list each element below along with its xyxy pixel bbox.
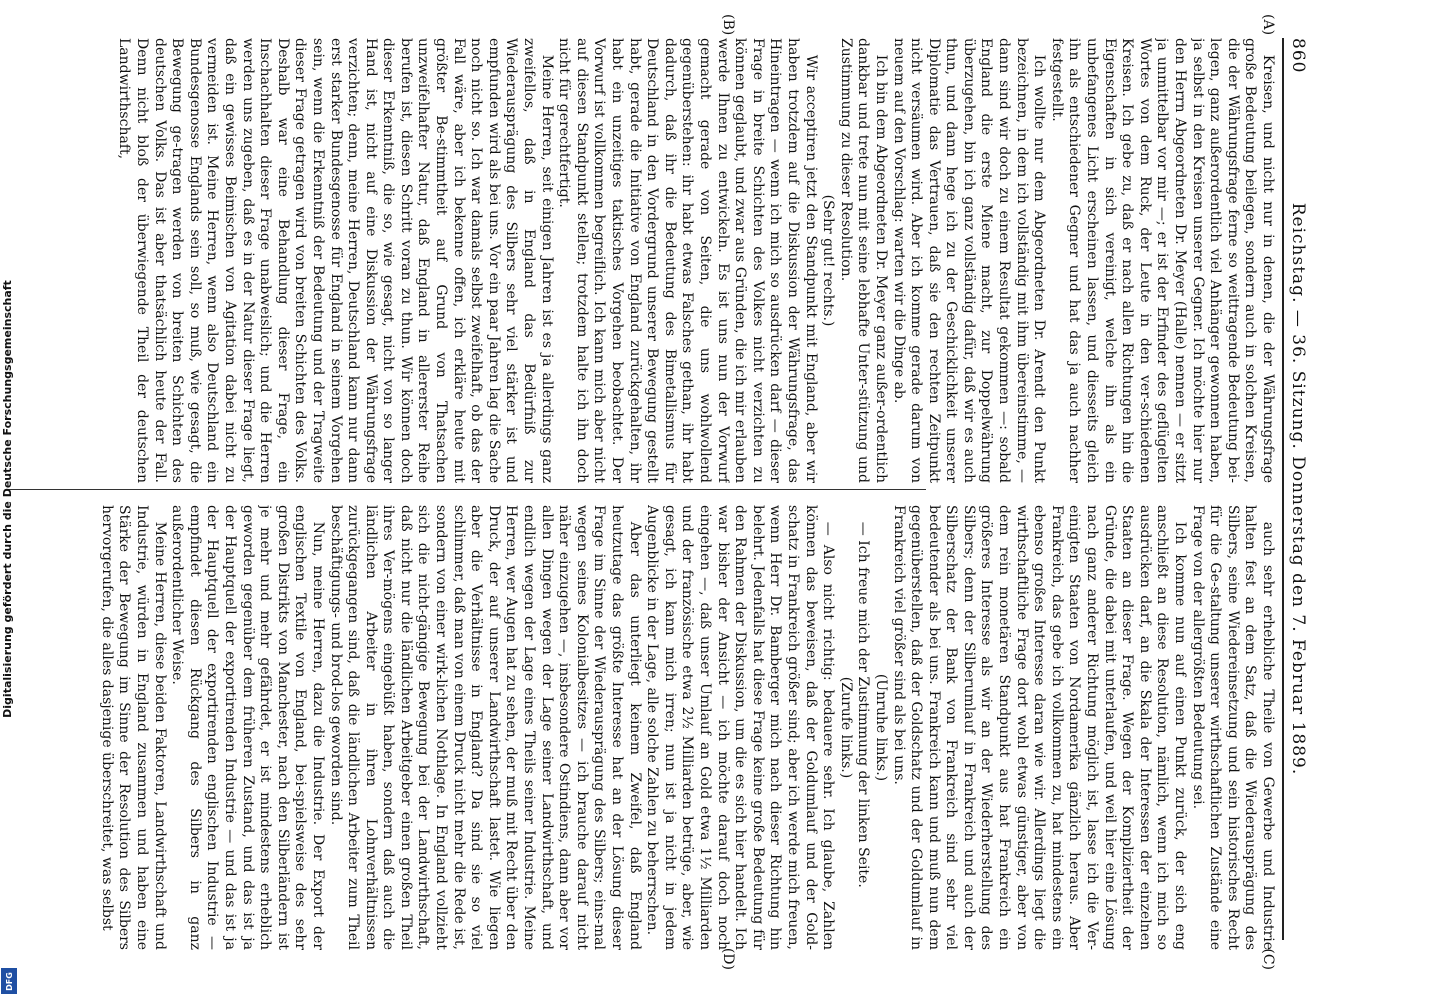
paragraph: Meine Herren, diese beiden Faktoren, Landwirthschaft und Industrie, würden in England zusammen und haben eine Stärke der Bewegung im Sinne der Resolution des Silbers hervorgerufen, die alles dasjenige überschreitet, was selbst (98, 505, 168, 950)
right-column (6, 505, 1276, 950)
paragraph: — Also nicht richtig: bedauere sehr. Ich glaube, Zahlen können das beweisen, daß der Goldumlauf und der Gold-schatz in Frankreich größer sind; aber ich werde mich freuen, wenn Herr Dr. Bamberger mich nach dieser Richtung hin belehrt. Jedenfalls hat diese Frage keine große Bedeutung für den Rahmen der Diskussion, um die es sich hier handelt. Ich war bisher der Ansicht — ich möchte darauf doch noch eingehen —, daß unser Umlauf an Gold etwa 1½ Milliarden und der französische etwa 2½ Milliarden betrüge, aber, wie gesagt, ich kann mich irren; nun ist ja nicht in jedem Augenblicke in der Lage, alle solche Zahlen zu beherrschen. (644, 505, 837, 950)
digitization-note: Digitalisierung gefördert durch die Deutsche Forschungsgemeinschaft (1, 280, 14, 718)
paragraph: Meine Herren, seit einigen Jahren ist es ja allerdings ganz zweifellos, daß in England das Bedürfniß zur Wiederausprägung des Silbers sehr viel stärker ist und empfunden wird als bei uns. Vor ein paar Jahren lag die Sache noch nicht so. Ich war damals selbst zweifelhaft, ob das der Fall wäre, aber ich bekenne offen, ich erkläre heute mit größter Be-stimmtheit auf Grund von Thatsachen unzweifelhafter Natur, daß England in allererster Reihe berufen ist, diesen Schritt voran zu thun. Wir können doch dieser Erkenntniß, die so, wie gesagt, nicht von so langer Hand ist, nicht auf eine Diskussion der Währungsfrage verzichten; denn, meine Herren, Deutschland kann nur dann erst starker Bundesgenosse für England in seinem Vorgehen sein, wenn die Erkenntniß der Bedeutung und der Tragweite dieser Frage getragen wird von breiten Schichten des Volks. Deshalb war eine Behandlung dieser Frage, ein Inschachhalten dieser Frage unabweislich; und die Herren werden uns zugeben, daß es in der Natur dieser Frage liegt, daß ein gewisses Beimischen von Agitation dabei nicht zu vermeiden ist. Meine Herren, wenn also Deutschland ein Bundesgenosse Englands sein soll, so muß, wie gesagt, die Bewegung ge-tragen werden von breiten Schichten des deutschen Volks. Das ist aber thatsächlich heute der Fall. Denn nicht bloß der überwiegende Theil der deutschen Landwirthschaft, (116, 38, 555, 483)
paragraph: auch sehr erhebliche Theile von Gewerbe und Industrie halten fest an dem Satz, daß die Wiederausprägung des Silbers, seine Wiedereinsetzung und sein historisches Recht für die Ge-staltung unserer wirthschaftlichen Zustände eine Frage von der allergrößten Bedeutung sei. (1189, 505, 1276, 950)
paragraph: Nun, meine Herren, dazu die Industrie. Der Export der englischen Textile von England, bei-spielsweise des sehr großen Distrikts von Manchester, nach den Silberländern ist je mehr und mehr gefährdet, er ist mindestens erheblich geworden gegenüber dem früheren Zustand, und das ist ja der Hauptquell der exportirenden Industrie — und das ist ja der Hauptquell der exportirenden englischen Industrie — empfindet diesen Rückgang des Silbers in ganz außerordentlicher Weise. (169, 505, 326, 950)
stage-direction: (Zurufe links.) (837, 676, 854, 779)
margin-marker-a: (A) (1260, 14, 1276, 36)
stage-direction: (Unruhe links.) (872, 673, 889, 782)
paragraph: Wir acceptiren jetzt den Standpunkt mit England, aber wir haben trotzdem auf die Diskussion der Währungsfrage, das Hineintragen — wenn ich mich so ausdrücken darf — dieser Frage in breite Schichten des Volkes nicht verzichten zu können geglaubt, und zwar aus Gründen, die ich mir erlauben werde Ihnen zu entwickeln. Es ist uns nun der Vorwurf gemacht gerade von Seiten, die uns wohlwollend gegenüberstehen: ihr habt etwas Falsches gethan, ihr habt dadurch, daß ihr die Bedeutung des Bimetallismus für Deutschland in den Vordergrund unserer Bewegung gestellt habt, gerade die Initiative von England zurückgehalten, ihr habt ein unzeitiges taktisches Vorgehen beobachtet. Der Vorwurf ist vollkommen begreiflich. Ich kann mich aber nicht auf diesen Standpunkt stellen; trotzdem halte ich ihn doch nicht für gerechtfertigt. (556, 38, 819, 483)
digitization-footer (0, 0, 18, 1000)
header-rule (1282, 38, 1284, 940)
paragraph: Aber das unterliegt keinem Zweifel, daß England heutzutage das größte Interesse hat an der Lösung dieser Frage im Sinne der Wiederausprägung des Silbers; eins-mal wegen seines Kolonialbesitzes — ich brauche darauf nicht näher einzugehen —, insbesondere Ostindiens, dann aber vor allen Dingen wegen der Lage seiner Landwirthschaft, und endlich wegen der Lage eines Theils seiner Industrie. Meine Herren, wer Augen hat zu sehen, der muß mit Recht über den Druck, der auf unserer Landwirthschaft lastet. Wie liegen aber die Verhältnisse in England? Da sind sie so viel schlimmer, daß man von einem Druck nicht mehr die Rede ist, sondern von einer wirk-lichen Nothlage. In England vollzieht sich die nicht-gängige Bewegung bei der Landwirthschaft, daß nicht nur die ländlichen Arbeitgeber einen großen Theil ihres Ver-mögens eingebüßt haben, sondern daß auch die ländlichen Arbeiter in ihren Lohnverhältnissen zurückgegangen sind, daß die ländlichen Arbeiter zum Theil beschäftigungs- und brod-los geworden sind. (327, 505, 643, 950)
margin-marker-b: (B) (720, 14, 736, 36)
running-title: Reichstag. — 36. Sitzung. Donnerstag den 7. Februar 1889. (1288, 202, 1308, 776)
margin-marker-d: (D) (720, 947, 736, 970)
paragraph: Ich komme nun auf einen Punkt zurück, der sich eng anschließt an diese Resolution, nämlich, wenn ich mich so ausdrücken darf, an die Skala der Interessen der einzelnen Staaten an dieser Frage. Wegen der Kompliziertheit der Gründe, die dabei mit unterlaufen, und weil hier eine Lösung nach ganz anderer Richtung möglich ist, lasse ich die Ver-einigten Staaten von Nordamerika gänzlich heraus. Aber Frankreich, das gebe ich vollkommen zu, hat mindestens ein ebenso großes Interesse daran wie wir. Allerdings liegt die wirthschaftliche Frage dort wohl etwas günstiger, aber von dem rein monetären Standpunkt aus hat Frankreich ein größeres Interesse als wir an der Wiederherstellung des Silbers; denn der Silberumlauf in Frankreich und auch der Silberschatz der Bank von Frankreich sind sehr viel bedeutender als bei uns. Frankreich kann und muß nun dem gegenüberstellen, daß der Goldschatz und der Goldumlauf in Frankreich viel größer sind als bei uns. (890, 505, 1189, 950)
column-divider (6, 489, 926, 490)
paragraph: Ich bin dem Abgeordneten Dr. Meyer ganz außer-ordentlich dankbar und trete nun mit seine lebhafte Unter-stützung und Zustimmung zu dieser Resolution. (837, 38, 889, 483)
left-column (6, 38, 1276, 483)
page-number: 860 (1288, 38, 1308, 74)
dfg-logo (1, 968, 17, 994)
margin-marker-c: (C) (1260, 948, 1276, 970)
paragraph: Kreisen, und nicht nur in denen, die der Währungsfrage große Bedeutung beilegen, sondern auch in solchen Kreisen, die der Währungsfrage ferne so weittragende Bedeutung bei-legen, ganz außerordentlich viel Anhänger gewonnen haben, ja selbst in den Kreisen unserer Gegner. Ich möchte hier nur den Herrn Abgeordneten Dr. Meyer (Halle) nennen — er sitzt ja unmittelbar vor mir —; er ist der Erfinder des geflügelten Wortes von dem Ruck, der Leute in den ver-schiedenen Kreisen. Ich gebe zu, daß er nach allen Richtungen hin die Eigenschaften in sich vereinigt, welche ihn als ein unbefangenes Licht erscheinen lassen, und diesseits gleich ihn als entschiedener Gegner und hat das ja auch nachher festgestellt. (1048, 38, 1276, 483)
paragraph: — Ich freue mich der Zustimmung der linken Seite. (855, 521, 872, 888)
dfg-logo-text: DFG (4, 971, 14, 991)
paragraph: Ich wollte nur dem Abgeordneten Dr. Arendt den Punkt bezeichnen, in dem ich vollständig mit ihm übereinstimme, — dann sind wir doch zu einem Resultat gekommen —: sobald England die erste Miene macht, zur Doppelwährung überzugehen, bin ich ganz vollständig dafür, daß wir es auch thun, und dann hege ich zu der Geschicklichkeit unserer Diplomatie das Vertrauen, daß sie den rechten Zeitpunkt nicht versäumen wird. Aber ich komme gerade darum von neuem auf den Vorschlag: warten wir die Dinge ab. (890, 38, 1048, 483)
document-page (6, 0, 1426, 1000)
page-header (1282, 38, 1314, 940)
stage-direction: (Sehr gut! rechts.) (820, 194, 837, 327)
